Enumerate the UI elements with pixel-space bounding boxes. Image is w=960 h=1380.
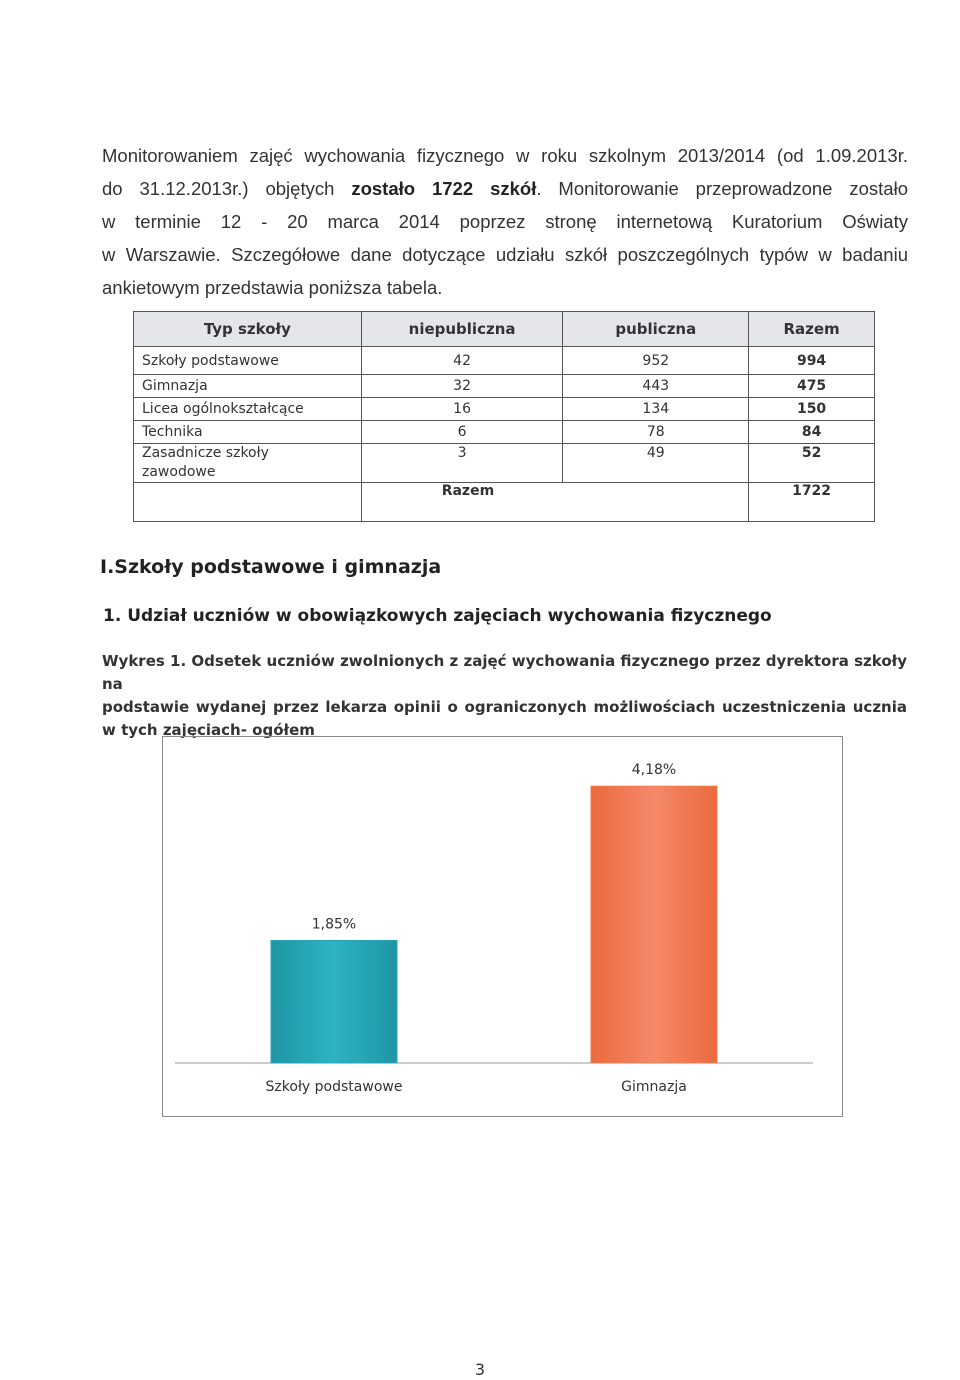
subsection-heading: 1. Udział uczniów w obowiązkowych zajęciach wychowania fizycznego (103, 606, 772, 626)
table-row (134, 421, 875, 444)
cell-type: Szkoły podstawowe (134, 347, 362, 375)
total-label: Razem (361, 483, 748, 522)
intro-bold-text: zostało 1722 szkół (351, 178, 537, 199)
cell-niepubliczna: 32 (361, 375, 563, 398)
cell-publiczna: 952 (563, 347, 749, 375)
caption-line: podstawie wydanej przez lekarza opinii o ograniczonych możliwościach uczestniczenia ucznia (102, 698, 907, 716)
caption-line: w tych zajęciach- ogółem (102, 721, 315, 739)
total-value: 1722 (749, 483, 875, 522)
cell-type: Licea ogólnokształcące (134, 398, 362, 421)
intro-line: w Warszawie. Szczegółowe dane dotyczące udziału szkół poszczególnych typów w badaniu (102, 244, 908, 265)
intro-paragraph (102, 139, 908, 304)
table-total-row (134, 483, 875, 522)
data-label: 4,18% (631, 762, 677, 779)
cell-razem: 52 (749, 444, 875, 483)
cell-type-line: zawodowe (142, 464, 216, 480)
table-header-row (134, 312, 875, 347)
cell-empty (134, 483, 362, 522)
cell-type (134, 444, 362, 483)
chart-canvas (163, 737, 844, 1118)
intro-line: w terminie 12 - 20 marca 2014 poprzez stronę internetową Kuratorium Oświaty (102, 211, 908, 232)
cell-publiczna: 134 (563, 398, 749, 421)
page-number: 3 (474, 1360, 486, 1379)
table-row (134, 398, 875, 421)
schools-table (133, 311, 875, 522)
intro-line (102, 172, 908, 205)
table-row (134, 444, 875, 483)
cell-niepubliczna: 3 (361, 444, 563, 483)
cell-niepubliczna: 6 (361, 421, 563, 444)
table-row (134, 375, 875, 398)
cell-publiczna: 443 (563, 375, 749, 398)
cell-razem: 84 (749, 421, 875, 444)
cell-type: Gimnazja (134, 375, 362, 398)
bar-gimnazja (591, 786, 717, 1063)
cell-razem: 150 (749, 398, 875, 421)
cell-publiczna: 49 (563, 444, 749, 483)
category-label: Szkoły podstawowe (265, 1079, 403, 1095)
category-label: Gimnazja (621, 1079, 687, 1095)
cell-razem: 475 (749, 375, 875, 398)
cell-razem: 994 (749, 347, 875, 375)
intro-text: . Monitorowanie przeprowadzone zostało (536, 178, 908, 199)
header-publiczna: publiczna (563, 312, 749, 347)
intro-text: do 31.12.2013r.) objętych (102, 178, 352, 199)
cell-niepubliczna: 42 (361, 347, 563, 375)
cell-niepubliczna: 16 (361, 398, 563, 421)
intro-line: ankietowym przedstawia poniższa tabela. (102, 277, 443, 298)
table-row (134, 347, 875, 375)
data-label: 1,85% (311, 916, 357, 933)
intro-line: Monitorowaniem zajęć wychowania fizycznego w roku szkolnym 2013/2014 (od 1.09.2013r. (102, 145, 908, 166)
cell-type: Technika (134, 421, 362, 444)
caption-line: Wykres 1. Odsetek uczniów zwolnionych z zajęć wychowania fizycznego przez dyrektora szkoły na (102, 652, 907, 693)
bar-chart (162, 736, 843, 1117)
header-razem: Razem (749, 312, 875, 347)
cell-publiczna: 78 (563, 421, 749, 444)
section-heading: I.Szkoły podstawowe i gimnazja (100, 556, 442, 578)
bar-szkoly-podstawowe (271, 940, 397, 1063)
cell-type-line: Zasadnicze szkoły (142, 445, 269, 461)
header-niepubliczna: niepubliczna (361, 312, 563, 347)
figure-caption (102, 650, 907, 742)
header-type: Typ szkoły (134, 312, 362, 347)
